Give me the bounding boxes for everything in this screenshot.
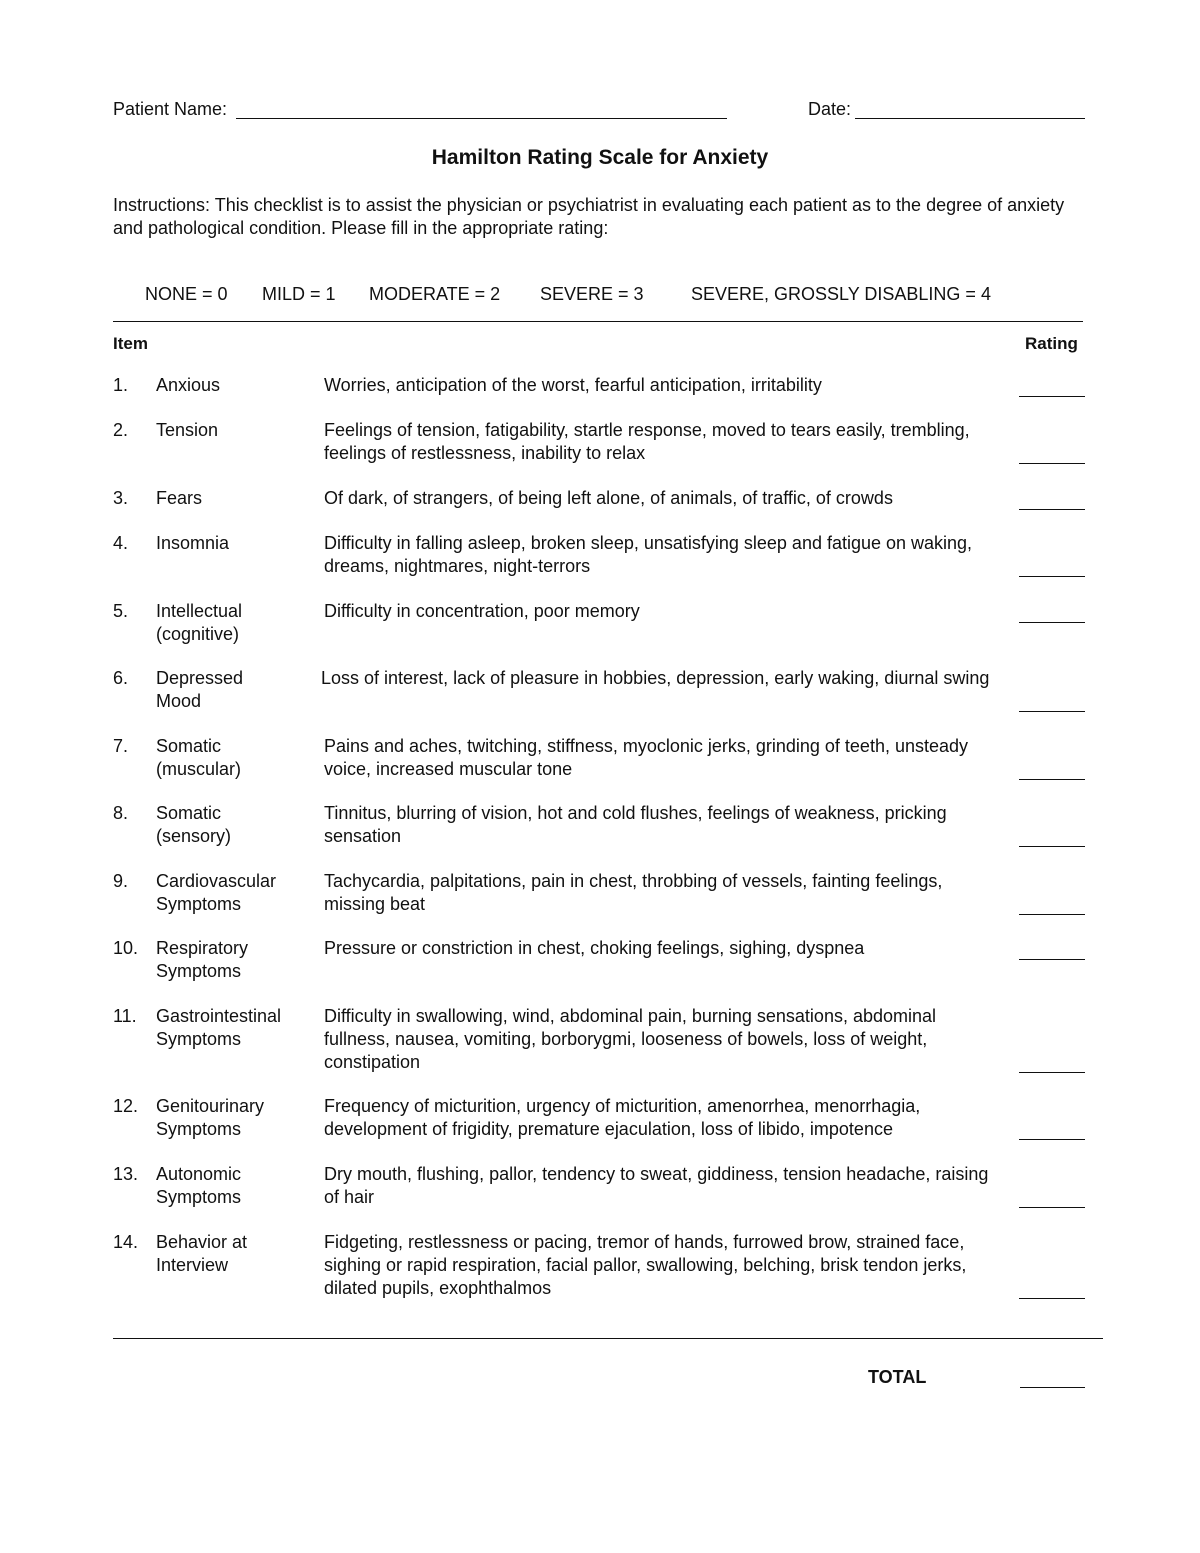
item-name: Respiratory Symptoms	[156, 938, 249, 981]
item-number: 11.	[113, 1006, 137, 1026]
item-name: Genitourinary Symptoms	[156, 1096, 265, 1139]
item-description: Frequency of micturition, urgency of micturition, amenorrhea, menorrhagia, development of frigidity, premature ejaculation, loss of libido, impotence	[324, 1096, 921, 1139]
rating-field-5[interactable]	[1019, 622, 1085, 623]
item-number: 9.	[113, 871, 129, 891]
rating-field-4[interactable]	[1019, 576, 1085, 577]
item-description: Tachycardia, palpitations, pain in chest, throbbing of vessels, fainting feelings, missing beat	[324, 871, 943, 914]
item-number: 6.	[113, 668, 129, 688]
item-name: Depressed Mood	[156, 668, 244, 711]
rating-field-11[interactable]	[1019, 1072, 1085, 1073]
item-number: 5.	[113, 601, 129, 621]
item-number: 12.	[113, 1096, 139, 1116]
item-number: 7.	[113, 736, 129, 756]
item-number: 10.	[113, 938, 139, 958]
item-name: Autonomic Symptoms	[156, 1164, 242, 1207]
item-name: Intellectual (cognitive)	[156, 601, 243, 644]
rating-field-7[interactable]	[1019, 779, 1085, 780]
total-field[interactable]	[1020, 1387, 1085, 1388]
rating-field-8[interactable]	[1019, 846, 1085, 847]
rating-field-10[interactable]	[1019, 959, 1085, 960]
patient-name-label: Patient Name:	[113, 99, 228, 119]
item-name: Gastrointestinal Symptoms	[156, 1006, 282, 1049]
item-number: 2.	[113, 420, 129, 440]
bottom-divider	[113, 1338, 1103, 1339]
date-label: Date:	[808, 99, 852, 119]
rating-field-14[interactable]	[1019, 1298, 1085, 1299]
rating-field-9[interactable]	[1019, 914, 1085, 915]
item-name: Anxious	[156, 375, 221, 395]
scale-mild: MILD = 1	[262, 284, 336, 304]
item-description: Feelings of tension, fatigability, startle response, moved to tears easily, trembling, feelings of restlessness, inability to relax	[324, 420, 970, 463]
rating-field-6[interactable]	[1019, 711, 1085, 712]
item-name: Fears	[156, 488, 203, 508]
scale-severe: SEVERE = 3	[540, 284, 644, 304]
date-field[interactable]	[855, 118, 1085, 119]
item-number: 4.	[113, 533, 129, 553]
item-description: Loss of interest, lack of pleasure in hobbies, depression, early waking, diurnal swing	[321, 668, 990, 688]
column-header-rating: Rating	[1025, 334, 1078, 353]
instructions-text: Instructions: This checklist is to assist the physician or psychiatrist in evaluating each patient as to the degree of anxiety and pathological condition. Please fill in the appropriate rating:	[113, 195, 1065, 238]
item-number: 13.	[113, 1164, 139, 1184]
item-description: Tinnitus, blurring of vision, hot and cold flushes, feelings of weakness, pricking sensation	[324, 803, 947, 846]
item-description: Difficulty in concentration, poor memory	[324, 601, 640, 621]
total-label: TOTAL	[868, 1367, 927, 1387]
rating-field-12[interactable]	[1019, 1139, 1085, 1140]
item-number: 1.	[113, 375, 129, 395]
page-title: Hamilton Rating Scale for Anxiety	[431, 146, 769, 169]
item-name: Somatic (muscular)	[156, 736, 242, 779]
top-divider	[113, 321, 1083, 322]
item-number: 8.	[113, 803, 129, 823]
item-number: 3.	[113, 488, 129, 508]
scale-moderate: MODERATE = 2	[369, 284, 501, 304]
scale-none: NONE = 0	[145, 284, 228, 304]
item-description: Pains and aches, twitching, stiffness, myoclonic jerks, grinding of teeth, unsteady voice, increased muscular tone	[324, 736, 969, 779]
item-description: Pressure or constriction in chest, choking feelings, sighing, dyspnea	[324, 938, 865, 958]
patient-name-field[interactable]	[236, 118, 727, 119]
item-name: Tension	[156, 420, 219, 440]
scale-grossly-disabling: SEVERE, GROSSLY DISABLING = 4	[691, 284, 991, 304]
item-name: Somatic (sensory)	[156, 803, 232, 846]
rating-field-1[interactable]	[1019, 396, 1085, 397]
item-description: Difficulty in swallowing, wind, abdominal pain, burning sensations, abdominal fullness, nausea, vomiting, borborygmi, looseness of bowels, loss of weight, constipation	[324, 1006, 937, 1072]
item-name: Insomnia	[156, 533, 230, 553]
item-name: Behavior at Interview	[156, 1232, 248, 1275]
item-name: Cardiovascular Symptoms	[156, 871, 277, 914]
rating-field-13[interactable]	[1019, 1207, 1085, 1208]
rating-field-3[interactable]	[1019, 509, 1085, 510]
item-description: Of dark, of strangers, of being left alone, of animals, of traffic, of crowds	[324, 488, 893, 508]
column-header-item: Item	[113, 334, 148, 353]
rating-field-2[interactable]	[1019, 463, 1085, 464]
item-description: Worries, anticipation of the worst, fearful anticipation, irritability	[324, 375, 822, 395]
item-description: Difficulty in falling asleep, broken sleep, unsatisfying sleep and fatigue on waking, dreams, nightmares, night-terrors	[324, 533, 973, 576]
item-description: Dry mouth, flushing, pallor, tendency to sweat, giddiness, tension headache, raising of hair	[324, 1164, 989, 1207]
item-number: 14.	[113, 1232, 139, 1252]
item-description: Fidgeting, restlessness or pacing, tremor of hands, furrowed brow, strained face, sighing or rapid respiration, facial pallor, swallowing, belching, brisk tendon jerks, dilated pupils, exophthalmos	[324, 1232, 967, 1298]
